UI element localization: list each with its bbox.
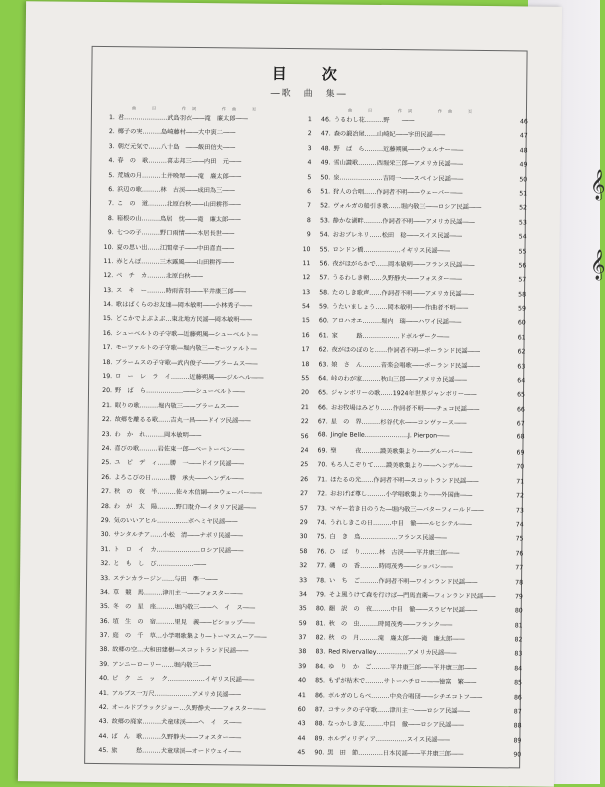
entry-text: と も し び………………―― bbox=[113, 560, 207, 569]
entry-text: おお牧場はみどり……作詞者不明――チェコ民謡―― bbox=[330, 404, 480, 413]
entry-page-number: 57 bbox=[518, 276, 527, 284]
entry-page-number: 62 bbox=[517, 348, 526, 356]
contents-frame bbox=[84, 46, 527, 769]
entry-number: 16. bbox=[102, 329, 113, 337]
entry-text: 雪山讃歌………西堀栄三郎―アメリカ民謡―― bbox=[333, 159, 463, 168]
entry-text: 聖 夜………讃美歌集より――グルーバー―― bbox=[330, 447, 473, 456]
entry-page-number: 49 bbox=[519, 161, 528, 169]
entry-number: 26. bbox=[101, 473, 112, 481]
entry-page-number: 34 bbox=[298, 590, 307, 599]
page-subtitle: ―歌 曲 集― bbox=[270, 88, 348, 100]
entry-text: ゆ り か ご………平井康三郎――平井康三郎―― bbox=[328, 663, 477, 672]
entry-number: 45. bbox=[98, 747, 109, 755]
entry-number: 54. bbox=[319, 231, 330, 239]
entry-page-number: 20 bbox=[301, 389, 310, 397]
entry-number: 43. bbox=[98, 718, 109, 726]
entry-number: 60. bbox=[318, 317, 329, 325]
entry-text: モーツァルトの子守歌―堀内敬三―モーツァルト― bbox=[115, 344, 257, 353]
entry-page-number: 7 bbox=[306, 202, 312, 210]
entry-number: 23. bbox=[101, 430, 112, 438]
entry-text: 翻 訳 の 夜………中目 徹――スラビヤ民謡―― bbox=[328, 605, 478, 615]
entry-number: 29. bbox=[100, 516, 111, 525]
entry-number: 89. bbox=[314, 735, 325, 743]
entry-page-number: 80 bbox=[514, 607, 523, 615]
entry-text: おおげば尊し………小学唱歌集より――外国曲―― bbox=[329, 490, 473, 500]
entry-text: もずが枯木で………サトーハチロー――徳富 繁―― bbox=[327, 677, 477, 687]
entry-page-number: 1 bbox=[307, 116, 312, 124]
entry-number: 12. bbox=[103, 272, 114, 280]
entry-number: 1. bbox=[108, 114, 115, 122]
entry-text: 埴 生 の 宿………里見 義――ビショップ―― bbox=[112, 617, 255, 627]
entry-text: うるわし花………野 ―― bbox=[333, 116, 415, 125]
entry-page-number: 68 bbox=[516, 432, 525, 441]
entry-text: 冬 の 星 座………堀内敬三――ヘ イ ス―― bbox=[112, 603, 256, 612]
entry-number: 27. bbox=[101, 488, 112, 496]
entry-text: アンニーローリー……堀内敬三―― bbox=[112, 660, 211, 670]
entry-text: 黒 田 節…………日本民謡――平井康三郎―― bbox=[327, 749, 464, 759]
entry-number: 38. bbox=[99, 646, 110, 654]
entry-number: 11. bbox=[103, 257, 114, 266]
entry-text: コサックの子守歌……津川主一――ロシア民謡―― bbox=[327, 706, 470, 715]
entry-text: 夏の思い出……江間章子――中田喜直―― bbox=[116, 243, 235, 252]
entry-page-number: 83 bbox=[514, 650, 523, 658]
entry-number: 46. bbox=[320, 116, 331, 124]
entry-page-number: 50 bbox=[519, 175, 528, 184]
entry-number: 24. bbox=[101, 445, 112, 453]
entry-text: 秋 の 虫………時岡茂秀――フランク―― bbox=[328, 620, 453, 629]
entry-number: 10. bbox=[103, 243, 114, 251]
column-header: 曲 目 作詞 作曲 頁 bbox=[347, 107, 478, 114]
entry-number: 56. bbox=[319, 260, 330, 268]
entry-text: シューベルトの子守歌―近藤朔風―シューベルト― bbox=[115, 330, 258, 339]
entry-text: うれしきこの日………中目 徹――ルヒシテル―― bbox=[329, 519, 472, 528]
entry-text: 泉…………………吉岡一――スペイン民謡―― bbox=[333, 174, 464, 183]
entry-text: 磯 の 香………時岡茂秀――ショパン―― bbox=[329, 562, 453, 571]
entry-text: 気のいいアヒル……………ボヘミヤ民謡―― bbox=[113, 517, 238, 526]
entry-page-number: 65 bbox=[517, 391, 526, 399]
entry-number: 22. bbox=[101, 416, 112, 424]
entry-text: うたいましょう……岡本敏明――作曲者不明―― bbox=[331, 303, 469, 312]
entry-page-number: 45 bbox=[297, 749, 306, 757]
entry-number: 71. bbox=[317, 476, 328, 484]
entry-page-number: 3 bbox=[307, 144, 312, 152]
entry-number: 17. bbox=[102, 344, 113, 352]
entry-page-number: 67 bbox=[516, 420, 525, 428]
entry-text: ば ん 歌………久野静夫――フォスター―― bbox=[111, 732, 242, 742]
entry-number: 81. bbox=[315, 619, 326, 628]
entry-page-number: 60 bbox=[517, 319, 526, 327]
entry-number: 48. bbox=[320, 145, 331, 153]
entry-number: 14. bbox=[103, 301, 113, 309]
entry-number: 75. bbox=[316, 533, 327, 541]
entry-number: 74. bbox=[316, 519, 327, 527]
entry-text: い ち ご………作詞者不明―ワインランド民謡―― bbox=[329, 576, 478, 586]
entry-page-number: 55 bbox=[301, 375, 310, 383]
entry-number: 86. bbox=[314, 691, 325, 700]
entry-number: 18. bbox=[102, 358, 113, 366]
entry-number: 36. bbox=[99, 617, 110, 625]
entry-page-number: 48 bbox=[519, 147, 528, 155]
entry-page-number: 89 bbox=[513, 737, 522, 745]
entry-number: 50. bbox=[320, 173, 331, 181]
entry-text: 君…………………武島羽衣――滝 廉太郎―― bbox=[117, 114, 248, 123]
entry-page-number: 47 bbox=[519, 132, 528, 140]
entry-page-number: 27 bbox=[300, 490, 308, 498]
entry-text: よろこびの日………勝 承夫――ヘンデル―― bbox=[114, 473, 244, 483]
entry-page-number: 2 bbox=[307, 130, 312, 138]
entry-number: 57. bbox=[319, 274, 330, 282]
treble-clef-icon: 𝄞 bbox=[590, 170, 605, 200]
entry-text: わ か れ………岡本敏明―― bbox=[114, 430, 202, 439]
entry-page-number: 59 bbox=[298, 619, 307, 627]
entry-page-number: 46 bbox=[519, 118, 528, 126]
entry-text: 夜がほのぼのと……作詞者不明―ポーランド民謡―― bbox=[331, 346, 480, 356]
entry-number: 69. bbox=[317, 447, 328, 455]
contents-column-right bbox=[311, 107, 528, 764]
entry-number: 80. bbox=[315, 605, 326, 613]
entry-page-number: 87 bbox=[513, 708, 522, 716]
entry-number: 52. bbox=[320, 202, 331, 210]
entry-number: 78. bbox=[316, 576, 327, 584]
entry-text: 故郷の空…大和田建樹―スコットランド民謡―― bbox=[112, 646, 249, 656]
entry-number: 33. bbox=[100, 574, 111, 582]
entry-text: 浜辺の歌………林 古渓――成田為三―― bbox=[117, 186, 235, 195]
entry-text: 家 路………………ドボルザーク―― bbox=[331, 332, 450, 341]
entry-number: 51. bbox=[320, 188, 331, 196]
entry-text: 朝だ元気で……八十島 ――飯田信夫―― bbox=[117, 142, 236, 152]
entry-text: 赤とんぼ………三木露風――山田耕筰―― bbox=[116, 258, 234, 267]
entry-number: 88. bbox=[314, 720, 325, 728]
entry-number: 39. bbox=[99, 660, 110, 668]
entry-text: 故郷の廃家………犬童球渓――ヘ イ ス―― bbox=[111, 718, 242, 727]
entry-text: もろ人こぞりて……讃美歌集より――ヘンデル―― bbox=[330, 461, 473, 471]
entry-page-number: 26 bbox=[300, 475, 309, 483]
entry-text: ほたるの光……作詞者不明―スコットランド民謡―― bbox=[330, 476, 479, 485]
entry-page-number: 71 bbox=[516, 478, 525, 486]
page-title: 目 次 bbox=[271, 64, 347, 84]
entry-number: 63. bbox=[318, 360, 329, 369]
entry-text: 野 ば ら………………――シューベルト―― bbox=[114, 387, 245, 396]
entry-page-number: 25 bbox=[300, 461, 309, 469]
entry-text: 歌はばくらのお友達―岡本敏明――小林秀子―― bbox=[115, 301, 253, 310]
entry-number: 68. bbox=[317, 430, 328, 438]
entry-text: 野 ば ら………近藤朔風――ウェルナー―― bbox=[333, 145, 464, 154]
entry-page-number: 21 bbox=[300, 403, 309, 412]
entry-number: 5. bbox=[108, 171, 115, 179]
entry-number: 28. bbox=[100, 502, 111, 510]
entry-page-number: 11 bbox=[302, 260, 311, 268]
entry-text: オールドブラックジョー…久野静夫――フォスター―― bbox=[111, 704, 266, 713]
entry-page-number: 29 bbox=[299, 519, 308, 527]
entry-text: アロハオエ………堀内 瑞――ハワイ民謡―― bbox=[331, 317, 462, 327]
entry-text: Jingle Belle…………………J. Pierpon―― bbox=[330, 431, 450, 440]
entry-number: 83. bbox=[315, 648, 326, 656]
entry-page-number: 35 bbox=[298, 605, 307, 613]
entry-number: 32. bbox=[100, 560, 111, 568]
entry-number: 84. bbox=[315, 663, 326, 671]
entry-page-number: 78 bbox=[515, 578, 524, 586]
entry-text: ブラームスの子守歌―武内俊子――ブラームス―― bbox=[115, 358, 258, 368]
entry-text: 椰子の実………島崎藤村――大中寅二―― bbox=[117, 128, 236, 137]
entry-text: ト ロ イ カ…………………ロシア民謡―― bbox=[113, 545, 244, 555]
entry-number: 79. bbox=[316, 591, 326, 599]
entry-page-number: 73 bbox=[515, 506, 524, 515]
entry-text: 荒城の月………土井晩翠――滝 廉太郎―― bbox=[117, 171, 242, 181]
entry-text: 草 競 馬………津川主一――フォスター―― bbox=[112, 589, 243, 598]
entry-number: 41. bbox=[98, 689, 109, 697]
entry-text: たのしき歌声……作詞者不明――アメリカ民謡―― bbox=[332, 289, 474, 298]
entry-number: 67. bbox=[317, 418, 328, 426]
entry-number: 34. bbox=[100, 588, 110, 597]
entry-text: 七つの子………野口雨情――本居長世―― bbox=[116, 229, 235, 238]
entry-page-number: 60 bbox=[297, 706, 306, 714]
entry-page-number: 64 bbox=[517, 377, 526, 385]
entry-page-number: 40 bbox=[298, 677, 307, 685]
entry-number: 8. bbox=[107, 214, 114, 222]
entry-page-number: 38 bbox=[298, 648, 307, 656]
entry-page-number: 6 bbox=[307, 188, 312, 196]
entry-page-number: 16 bbox=[301, 331, 310, 340]
entry-text: ホルディリディア……………スイス民謡―― bbox=[327, 735, 450, 744]
entry-page-number: 86 bbox=[513, 693, 522, 702]
entry-page-number: 51 bbox=[519, 190, 528, 198]
entry-number: 64. bbox=[318, 375, 329, 383]
entry-page-number: 82 bbox=[514, 636, 523, 644]
entry-number: 66. bbox=[317, 404, 328, 412]
entry-number: 35. bbox=[99, 603, 110, 611]
entry-text: ジャンボリーの歌……1924年世界ジャンボリー―― bbox=[330, 389, 477, 399]
entry-number: 42. bbox=[98, 704, 109, 712]
entry-page-number: 61 bbox=[517, 334, 526, 342]
entry-number: 72. bbox=[317, 490, 327, 498]
entry-page-number: 32 bbox=[299, 562, 308, 570]
entry-text: こ の 道………北原白秋――山田耕筰―― bbox=[116, 200, 241, 209]
entry-text: 峠のわが家………秋山三郎――アメリカ民謡―― bbox=[331, 375, 467, 384]
entry-number: 9. bbox=[107, 229, 114, 237]
entry-page-number: 70 bbox=[516, 463, 525, 471]
entry-page-number: 58 bbox=[299, 547, 308, 555]
entry-page-number: 81 bbox=[514, 622, 523, 630]
entry-page-number: 30 bbox=[299, 533, 308, 541]
entry-page-number: 53 bbox=[518, 219, 527, 227]
entry-page-number: 18 bbox=[301, 360, 310, 368]
entry-number: 49. bbox=[320, 159, 331, 167]
entry-page-number: 56 bbox=[518, 262, 527, 270]
entry-page-number: 88 bbox=[513, 722, 522, 730]
entry-text: そよ風うけて森を行けば―門馬直衛―フィンランド民謡―― bbox=[328, 591, 496, 601]
entry-page-number: 15 bbox=[301, 317, 310, 325]
entry-number: 77. bbox=[316, 562, 327, 570]
column-header: 曲 目 作詞 作曲 頁 bbox=[131, 105, 263, 112]
entry-page-number: 17 bbox=[301, 346, 310, 354]
entry-number: 76. bbox=[316, 548, 327, 556]
entry-number: 37. bbox=[99, 632, 110, 640]
entry-text: ステンカラージン……与田 準一―― bbox=[113, 574, 218, 583]
entry-text: ロ ー レ ラ イ………近藤朔風――ジルヘル―― bbox=[115, 373, 264, 382]
entry-number: 25. bbox=[101, 459, 112, 467]
entry-text: ひ ば り………林 古渓――平井康三郎―― bbox=[329, 548, 460, 557]
entry-number: 47. bbox=[320, 130, 331, 138]
entry-number: 7. bbox=[108, 200, 115, 208]
entry-text: 喜びの歌………岩佐東一郎―ベートーベン―― bbox=[114, 445, 245, 454]
entry-number: 59. bbox=[319, 303, 329, 311]
entry-page-number: 84 bbox=[514, 665, 523, 673]
entry-page-number: 74 bbox=[515, 521, 524, 529]
entry-number: 53. bbox=[319, 217, 330, 225]
entry-page-number: 79 bbox=[514, 593, 523, 601]
entry-number: 15. bbox=[102, 315, 113, 323]
entry-text: 静かな湖畔………作詞者不明――アメリカ民謡―― bbox=[332, 217, 475, 226]
entry-text: うるわしき朝……久野静夫――フォスター―― bbox=[332, 274, 462, 284]
toc-entry bbox=[311, 747, 521, 764]
entry-number: 30. bbox=[100, 531, 111, 539]
entry-page-number: 59 bbox=[517, 305, 526, 313]
entry-page-number: 41 bbox=[297, 691, 306, 699]
entry-number: 61. bbox=[318, 332, 329, 340]
entry-text: ス キ ー………時雨音羽――平井康三郎―― bbox=[116, 286, 247, 296]
entry-page-number: 12 bbox=[302, 274, 311, 282]
entry-number: 21. bbox=[101, 401, 112, 409]
entry-text: わ が 太 陽………野口耽介―イタリア民謡―― bbox=[113, 502, 257, 512]
entry-number: 31. bbox=[100, 545, 111, 553]
entry-text: 夜がほがらかで……岡本敏明――フランス民謡―― bbox=[332, 260, 475, 269]
entry-page-number: 8 bbox=[306, 216, 311, 224]
entry-page-number: 9 bbox=[306, 231, 311, 239]
entry-page-number: 76 bbox=[515, 550, 524, 558]
entry-text: ピ ク ニ ッ ク………………イギリス民謡―― bbox=[111, 675, 255, 684]
entry-page-number: 85 bbox=[514, 679, 523, 687]
entry-text: 故郷を離るる歌……吉丸一昌――ドイツ民謡―― bbox=[114, 416, 251, 425]
entry-text: サンタルチア……小松 清――ナポリ民謡―― bbox=[113, 531, 243, 540]
entry-number: 40. bbox=[99, 675, 110, 683]
entry-number: 82. bbox=[315, 634, 326, 642]
entry-text: おおブレネリ……松田 稔――スイス民謡―― bbox=[332, 231, 463, 240]
entry-text: どこかでよぶよぶ…東北地方民謡―岡本敏明―― bbox=[115, 315, 252, 325]
entry-page-number: 52 bbox=[519, 204, 527, 212]
entry-number: 6. bbox=[108, 186, 115, 194]
entry-number: 55. bbox=[319, 245, 330, 253]
entry-text: 旅 愁………犬童球渓―オードウェイ―― bbox=[111, 747, 241, 756]
entry-number: 19. bbox=[102, 373, 113, 381]
entry-text: ペ チ カ………北原白秋―― bbox=[116, 272, 203, 281]
entry-number: 87. bbox=[314, 706, 325, 714]
entry-number: 85. bbox=[315, 677, 326, 685]
entry-text: ボルガのしらべ………中央合唱団――シチエコトフ―― bbox=[327, 692, 483, 701]
entry-text: 箱根の山………鳥居 忱――滝 廉太郎―― bbox=[116, 214, 241, 224]
entry-number: 13. bbox=[103, 286, 114, 294]
entry-page-number: 72 bbox=[516, 492, 524, 500]
entry-text: ユ ピ デ ィ……勝 一――ドイツ民謡―― bbox=[114, 459, 244, 468]
entry-text: 秋 の 夜 半………佐々木信綱――ウェーバー―― bbox=[113, 488, 262, 497]
entry-text: ロンドン橋………………イギリス民謡―― bbox=[332, 245, 450, 255]
entry-text: マギー若き日のうた―堀内敬三―バターフィールド―― bbox=[329, 504, 484, 514]
entry-text: 狩人の合唱……作詞者不明――ウェーバー―― bbox=[333, 188, 463, 197]
entry-text: ヴォルガの船引き歌……堀内敬三――ロシア民謡―― bbox=[332, 202, 482, 212]
entry-text: 春 の 歌………喜志邦三――内田 元―― bbox=[117, 157, 242, 166]
entry-page-number: 5 bbox=[307, 173, 312, 181]
entry-page-number: 37 bbox=[298, 634, 307, 642]
entry-text: Red Rivervalley……………アメリカ民謡―― bbox=[328, 648, 457, 658]
entry-page-number: 90 bbox=[513, 751, 522, 759]
entry-number: 2. bbox=[108, 128, 115, 136]
entry-page-number: 58 bbox=[518, 291, 527, 299]
entry-text: 秋 の 月………滝 廉太郎――滝 廉太郎―― bbox=[328, 634, 465, 643]
entry-page-number: 24 bbox=[300, 447, 309, 455]
entry-page-number: 13 bbox=[302, 288, 311, 296]
entry-number: 70. bbox=[317, 461, 328, 469]
treble-clef-icon: 𝄞 bbox=[590, 250, 605, 280]
entry-number: 90. bbox=[314, 749, 325, 757]
entry-text: 星 の 界………杉谷代水――コンヴァース―― bbox=[330, 418, 467, 428]
entry-number: 20. bbox=[102, 387, 113, 395]
entry-number: 62. bbox=[318, 346, 329, 354]
entry-text: 白 き 鳥………………フランス民謡―― bbox=[329, 533, 447, 542]
entry-text: 森の鍛冶屋……山崎紀――宇田民謡―― bbox=[333, 130, 446, 140]
entry-number: 65. bbox=[318, 389, 329, 397]
entry-number: 58. bbox=[319, 288, 330, 297]
entry-page-number: 43 bbox=[297, 720, 306, 728]
entry-page-number: 56 bbox=[300, 432, 309, 440]
entry-page-number: 54 bbox=[302, 303, 310, 311]
entry-page-number: 39 bbox=[298, 662, 307, 671]
entry-page-number: 55 bbox=[518, 247, 527, 255]
toc-entry bbox=[95, 745, 305, 762]
entry-text: 眠りの歌………堀内敬三――ブラームス―― bbox=[114, 401, 239, 411]
entry-page-number: 22 bbox=[300, 418, 309, 426]
entry-text: 庭 の 千 草…小学唱歌集より―トーマスムーア―― bbox=[112, 632, 267, 641]
entry-page-number: 77 bbox=[515, 564, 524, 572]
entry-page-number: 69 bbox=[516, 449, 525, 457]
entry-page-number: 33 bbox=[299, 576, 308, 584]
entry-page-number: 66 bbox=[516, 406, 525, 414]
entry-number: 3. bbox=[108, 142, 115, 150]
entry-number: 73. bbox=[316, 504, 327, 512]
entry-number: 4. bbox=[108, 157, 115, 165]
entry-text: なっかしき友………中目 徹――ロシア民謡―― bbox=[327, 720, 464, 730]
entry-page-number: 10 bbox=[302, 245, 311, 253]
entry-number: 44. bbox=[98, 732, 109, 740]
entry-page-number: 44 bbox=[297, 734, 306, 742]
contents-column-left bbox=[95, 105, 312, 762]
entry-page-number: 75 bbox=[515, 535, 524, 543]
entry-page-number: 63 bbox=[517, 363, 526, 371]
book-page bbox=[18, 1, 562, 787]
entry-page-number: 54 bbox=[518, 233, 527, 241]
entry-page-number: 4 bbox=[307, 159, 312, 167]
entry-text: 娘 さ ん………音楽会唱歌――ポーランド民謡―― bbox=[331, 361, 480, 370]
entry-page-number: 57 bbox=[299, 504, 308, 512]
entry-text: アルプス一万尺………………アメリカ民謡―― bbox=[111, 689, 241, 699]
